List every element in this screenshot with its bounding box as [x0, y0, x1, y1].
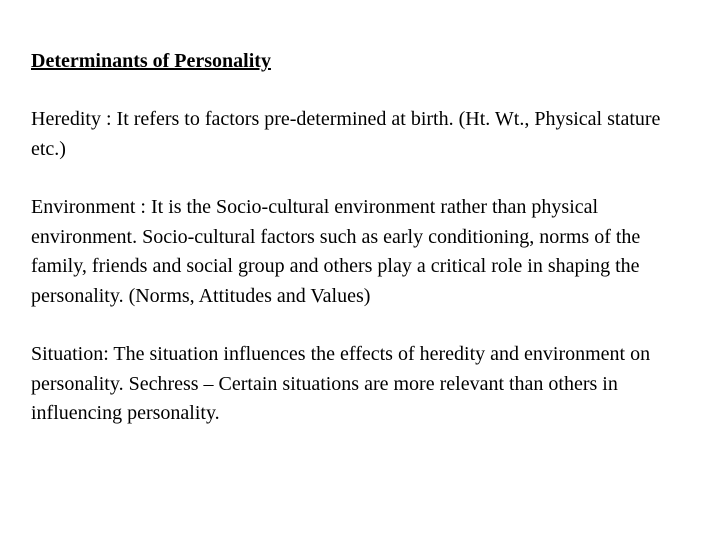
spacer — [31, 164, 691, 193]
situation-paragraph: Situation: The situation influences the effects of heredity and environment on personality. Sechress – Certain situations are more relevant than others in influencing personality. — [31, 343, 651, 424]
spacer — [31, 76, 691, 105]
slide-content — [31, 47, 691, 429]
spacer — [31, 311, 691, 340]
environment-paragraph: Environment : It is the Socio-cultural environment rather than physical environment. Socio-cultural factors such as early conditioning, norms of the family, friends and social group and others play a critical role in shaping the personality. (Norms, Attitudes and Values) — [31, 196, 641, 307]
heredity-paragraph: Heredity : It refers to factors pre-determined at birth. (Ht. Wt., Physical stature etc.) — [31, 108, 661, 160]
slide-title: Determinants of Personality — [31, 50, 271, 72]
